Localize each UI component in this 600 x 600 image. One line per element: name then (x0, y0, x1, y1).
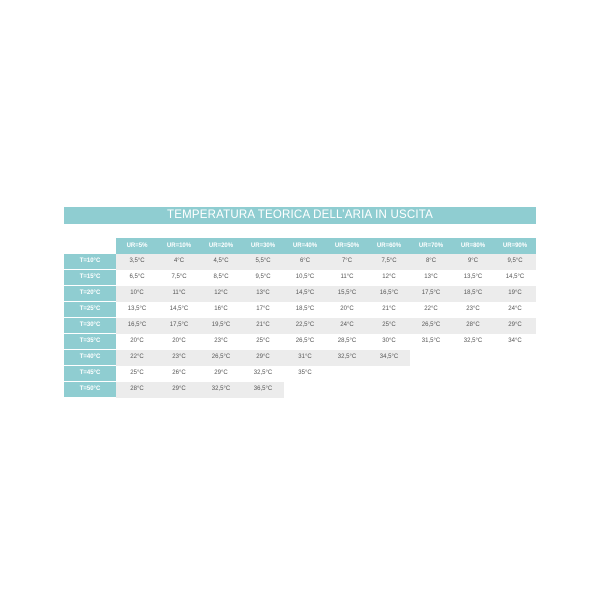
table-cell: 20°C (116, 334, 158, 350)
table-cell: 28°C (452, 318, 494, 334)
table-cell: 22,5°C (284, 318, 326, 334)
table-row (64, 286, 536, 302)
table-cell: 25°C (242, 334, 284, 350)
table-cell: 25°C (368, 318, 410, 334)
table-cell: 31,5°C (410, 334, 452, 350)
table-cell: 28°C (116, 382, 158, 398)
column-header: UR=30% (242, 238, 284, 254)
header-corner (64, 238, 116, 254)
table-cell: 29°C (242, 350, 284, 366)
table-cell: 9°C (452, 254, 494, 270)
column-header: UR=70% (410, 238, 452, 254)
table-cell: 9,5°C (494, 254, 536, 270)
row-header: T=15°C (64, 270, 116, 286)
row-header: T=30°C (64, 318, 116, 334)
table-cell: 18,5°C (452, 286, 494, 302)
table-cell: 11°C (158, 286, 200, 302)
table-cell: 12°C (200, 286, 242, 302)
row-header: T=35°C (64, 334, 116, 350)
table-title: TEMPERATURA TEORICA DELL’ARIA IN USCITA (64, 207, 536, 224)
empty-cell (452, 350, 494, 366)
column-header: UR=5% (116, 238, 158, 254)
table-cell: 7°C (326, 254, 368, 270)
table-cell: 4,5°C (200, 254, 242, 270)
table-cell: 8,5°C (200, 270, 242, 286)
table-cell: 24°C (494, 302, 536, 318)
empty-cell (494, 350, 536, 366)
table-cell: 29°C (158, 382, 200, 398)
table-cell: 32,5°C (326, 350, 368, 366)
table-cell: 23°C (452, 302, 494, 318)
empty-cell (410, 382, 452, 398)
table-cell: 21°C (242, 318, 284, 334)
empty-cell (452, 366, 494, 382)
empty-cell (284, 382, 326, 398)
empty-cell (368, 366, 410, 382)
table-cell: 4°C (158, 254, 200, 270)
table-cell: 5,5°C (242, 254, 284, 270)
table-cell: 10°C (116, 286, 158, 302)
table-cell: 6,5°C (116, 270, 158, 286)
table-cell: 35°C (284, 366, 326, 382)
table-cell: 14,5°C (284, 286, 326, 302)
table-cell: 25°C (116, 366, 158, 382)
table-cell: 34°C (494, 334, 536, 350)
table-cell: 17,5°C (410, 286, 452, 302)
row-header: T=50°C (64, 382, 116, 398)
table-cell: 10,5°C (284, 270, 326, 286)
table-cell: 32,5°C (452, 334, 494, 350)
column-header: UR=90% (494, 238, 536, 254)
column-header: UR=20% (200, 238, 242, 254)
table-cell: 24°C (326, 318, 368, 334)
table-cell: 29°C (494, 318, 536, 334)
table-cell: 23°C (200, 334, 242, 350)
row-header: T=20°C (64, 286, 116, 302)
table-cell: 26,5°C (284, 334, 326, 350)
table-cell: 16,5°C (116, 318, 158, 334)
table-cell: 15,5°C (326, 286, 368, 302)
table-cell: 23°C (158, 350, 200, 366)
empty-cell (494, 382, 536, 398)
table-cell: 18,5°C (284, 302, 326, 318)
table-cell: 22°C (410, 302, 452, 318)
column-header: UR=60% (368, 238, 410, 254)
table-cell: 8°C (410, 254, 452, 270)
table-row (64, 366, 536, 382)
header-row (64, 238, 536, 254)
table-cell: 12°C (368, 270, 410, 286)
table-row (64, 302, 536, 318)
table-cell: 26,5°C (200, 350, 242, 366)
column-header: UR=40% (284, 238, 326, 254)
table-cell: 14,5°C (158, 302, 200, 318)
empty-cell (326, 366, 368, 382)
table-cell: 32,5°C (200, 382, 242, 398)
table-cell: 19,5°C (200, 318, 242, 334)
table-cell: 3,5°C (116, 254, 158, 270)
table-cell: 6°C (284, 254, 326, 270)
table-cell: 34,5°C (368, 350, 410, 366)
table-cell: 20°C (158, 334, 200, 350)
row-header: T=45°C (64, 366, 116, 382)
empty-cell (410, 366, 452, 382)
table-cell: 32,5°C (242, 366, 284, 382)
table-cell: 20°C (326, 302, 368, 318)
table-cell: 26°C (158, 366, 200, 382)
temperature-table (64, 238, 536, 398)
table-cell: 13,5°C (116, 302, 158, 318)
table-cell: 14,5°C (494, 270, 536, 286)
table-row (64, 318, 536, 334)
table-cell: 28,5°C (326, 334, 368, 350)
row-header: T=25°C (64, 302, 116, 318)
table-cell: 7,5°C (368, 254, 410, 270)
empty-cell (452, 382, 494, 398)
table-cell: 13°C (410, 270, 452, 286)
table-cell: 36,5°C (242, 382, 284, 398)
column-header: UR=80% (452, 238, 494, 254)
row-header: T=40°C (64, 350, 116, 366)
table-cell: 31°C (284, 350, 326, 366)
row-header: T=10°C (64, 254, 116, 270)
table-cell: 17°C (242, 302, 284, 318)
table-row (64, 350, 536, 366)
column-header: UR=50% (326, 238, 368, 254)
table-cell: 16°C (200, 302, 242, 318)
table-cell: 21°C (368, 302, 410, 318)
table-row (64, 382, 536, 398)
table-cell: 7,5°C (158, 270, 200, 286)
table-cell: 19°C (494, 286, 536, 302)
table-row (64, 334, 536, 350)
table-row (64, 254, 536, 270)
table-cell: 9,5°C (242, 270, 284, 286)
table-row (64, 270, 536, 286)
table-cell: 29°C (200, 366, 242, 382)
empty-cell (326, 382, 368, 398)
table-cell: 16,5°C (368, 286, 410, 302)
table-cell: 11°C (326, 270, 368, 286)
table-cell: 17,5°C (158, 318, 200, 334)
table-cell: 13,5°C (452, 270, 494, 286)
empty-cell (410, 350, 452, 366)
table-cell: 30°C (368, 334, 410, 350)
empty-cell (494, 366, 536, 382)
empty-cell (368, 382, 410, 398)
table-cell: 13°C (242, 286, 284, 302)
table-cell: 22°C (116, 350, 158, 366)
column-header: UR=10% (158, 238, 200, 254)
table-cell: 26,5°C (410, 318, 452, 334)
